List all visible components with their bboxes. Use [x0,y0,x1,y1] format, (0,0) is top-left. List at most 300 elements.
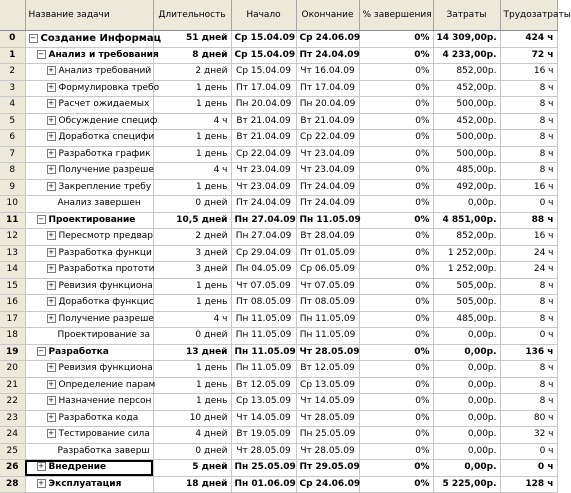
start-cell[interactable]: Пн 11.05.09 [231,361,296,378]
work-cell[interactable]: 8 ч [500,394,557,411]
cost-cell[interactable]: 4 233,00р. [433,47,500,64]
task-name-label: Формулировка требо [58,82,160,93]
finish-cell[interactable]: Чт 16.04.09 [296,64,359,81]
task-row[interactable] [0,64,557,81]
cost-cell[interactable]: 4 851,00р. [433,212,500,229]
collapse-icon[interactable]: − [38,346,44,355]
row-id[interactable]: 23 [0,410,25,427]
work-cell[interactable]: 8 ч [500,311,557,328]
finish-cell[interactable]: Пн 11.05.09 [296,328,359,345]
cost-cell[interactable]: 14 309,00р. [433,31,500,48]
cost-cell[interactable]: 852,00р. [433,64,500,81]
percent-complete-cell[interactable]: 0% [359,394,433,411]
finish-cell[interactable]: Пн 11.05.09 [296,311,359,328]
task-row[interactable] [0,262,557,279]
finish-cell[interactable]: Чт 23.04.09 [296,146,359,163]
work-cell[interactable]: 136 ч [500,344,557,361]
expand-icon[interactable]: + [38,462,44,471]
start-cell[interactable]: Вт 19.05.09 [231,427,296,444]
cost-cell[interactable]: 0,00р. [433,460,500,477]
duration-cell[interactable]: 51 дней [153,31,231,48]
expand-icon[interactable]: + [48,297,54,306]
start-cell[interactable]: Пн 11.05.09 [231,328,296,345]
cost-cell[interactable]: 5 225,00р. [433,476,500,493]
expand-icon[interactable]: + [48,231,54,240]
start-cell[interactable]: Ср 29.04.09 [231,245,296,262]
task-row[interactable] [0,163,557,180]
select-all-corner[interactable] [0,0,25,31]
work-cell[interactable]: 8 ч [500,130,557,147]
start-cell[interactable]: Пн 01.06.09 [231,476,296,493]
row-id[interactable]: 17 [0,311,25,328]
finish-cell[interactable]: Пт 24.04.09 [296,47,359,64]
expand-icon[interactable]: + [48,313,54,322]
work-cell[interactable]: 8 ч [500,278,557,295]
collapse-icon[interactable]: − [38,214,44,223]
row-id[interactable]: 3 [0,80,25,97]
percent-complete-cell[interactable]: 0% [359,443,433,460]
duration-cell[interactable]: 1 день [153,394,231,411]
task-name-cell[interactable] [25,410,153,427]
task-name-cell[interactable] [25,146,153,163]
task-name-cell[interactable] [25,113,158,130]
col-header-work[interactable]: Трудозатраты [500,0,557,31]
col-header-task-name[interactable]: Название задачи [25,0,153,31]
task-name-label: Разработка прототи [58,264,155,275]
task-name-cell[interactable] [25,64,153,81]
percent-complete-cell[interactable]: 0% [359,278,433,295]
finish-cell[interactable]: Ср 24.06.09 [296,476,359,493]
work-cell[interactable]: 72 ч [500,47,557,64]
task-name-cell[interactable] [25,262,153,279]
start-cell[interactable]: Вт 21.04.09 [231,130,296,147]
task-name-label: Закрепление требу [58,181,152,192]
row-id[interactable]: 7 [0,146,25,163]
cost-cell[interactable]: 505,00р. [433,295,500,312]
task-name-label: Разработка кода [58,412,139,423]
task-name-wrap [29,330,151,340]
finish-cell[interactable]: Пт 24.04.09 [296,179,359,196]
task-row[interactable] [0,295,557,312]
duration-cell[interactable]: 4 дней [153,427,231,444]
task-row[interactable] [0,427,557,444]
task-name-cell[interactable] [25,196,153,213]
percent-complete-cell[interactable]: 0% [359,97,433,114]
task-row[interactable] [0,196,557,213]
percent-complete-cell[interactable]: 0% [359,361,433,378]
cost-cell[interactable]: 1 252,00р. [433,245,500,262]
percent-complete-cell[interactable]: 0% [359,163,433,180]
duration-cell[interactable]: 13 дней [153,344,231,361]
row-id[interactable]: 16 [0,295,25,312]
duration-cell[interactable]: 5 дней [153,460,231,477]
col-header-start[interactable]: Начало [231,0,296,31]
work-cell[interactable]: 80 ч [500,410,557,427]
cost-cell[interactable]: 0,00р. [433,328,500,345]
duration-cell[interactable]: 1 день [153,130,231,147]
expand-icon[interactable]: + [48,115,54,124]
task-row[interactable] [0,328,557,345]
percent-complete-cell[interactable]: 0% [359,476,433,493]
task-row[interactable] [0,31,557,48]
task-name-cell[interactable] [25,278,153,295]
task-name-cell[interactable] [25,47,159,64]
expand-icon[interactable]: + [48,264,54,273]
task-name-cell[interactable] [25,344,153,361]
work-cell[interactable]: 424 ч [500,31,557,48]
task-row[interactable] [0,311,557,328]
percent-complete-cell[interactable]: 0% [359,196,433,213]
task-name-wrap [29,446,150,456]
task-row[interactable] [0,394,557,411]
row-id[interactable]: 10 [0,196,25,213]
start-cell[interactable]: Пн 20.04.09 [231,97,296,114]
percent-complete-cell[interactable]: 0% [359,377,433,394]
collapse-icon[interactable]: − [30,33,36,42]
finish-cell[interactable]: Пт 08.05.09 [296,295,359,312]
start-cell[interactable]: Ср 15.04.09 [231,31,296,48]
work-cell[interactable]: 16 ч [500,229,557,246]
percent-complete-cell[interactable]: 0% [359,31,433,48]
row-id[interactable]: 19 [0,344,25,361]
work-cell[interactable]: 8 ч [500,146,557,163]
duration-cell[interactable]: 1 день [153,278,231,295]
col-header-cost[interactable]: Затраты [433,0,500,31]
duration-cell[interactable]: 10,5 дней [153,212,231,229]
start-cell[interactable]: Пн 27.04.09 [231,229,296,246]
start-cell[interactable]: Вт 21.04.09 [231,113,296,130]
duration-cell[interactable]: 1 день [153,146,231,163]
work-cell[interactable]: 8 ч [500,377,557,394]
expand-icon[interactable]: + [48,82,54,91]
work-cell[interactable]: 8 ч [500,163,557,180]
percent-complete-cell[interactable]: 0% [359,212,433,229]
col-header-percent-complete[interactable]: % завершения [359,0,433,31]
cost-cell[interactable]: 492,00р. [433,179,500,196]
finish-cell[interactable]: Пн 11.05.09 [296,212,359,229]
duration-cell[interactable]: 18 дней [153,476,231,493]
cost-cell[interactable]: 452,00р. [433,80,500,97]
work-cell[interactable]: 0 ч [500,328,557,345]
cost-cell[interactable]: 500,00р. [433,97,500,114]
cost-cell[interactable]: 0,00р. [433,410,500,427]
percent-complete-cell[interactable]: 0% [359,427,433,444]
work-cell[interactable]: 24 ч [500,245,557,262]
duration-cell[interactable]: 1 день [153,361,231,378]
cost-cell[interactable]: 0,00р. [433,427,500,444]
row-id[interactable]: 21 [0,377,25,394]
work-cell[interactable]: 128 ч [500,476,557,493]
row-id[interactable]: 26 [0,460,25,477]
start-cell[interactable]: Пн 27.04.09 [231,212,296,229]
row-id[interactable]: 8 [0,163,25,180]
row-id[interactable]: 11 [0,212,25,229]
task-row[interactable] [0,229,557,246]
finish-cell[interactable]: Вт 12.05.09 [296,361,359,378]
cost-cell[interactable]: 0,00р. [433,344,500,361]
task-row[interactable] [0,476,557,493]
row-id[interactable]: 6 [0,130,25,147]
expand-icon[interactable]: + [38,478,44,487]
finish-cell[interactable]: Пт 29.05.09 [296,460,359,477]
duration-cell[interactable]: 3 дней [153,245,231,262]
task-name-cell[interactable] [25,427,153,444]
percent-complete-cell[interactable]: 0% [359,64,433,81]
cost-cell[interactable]: 485,00р. [433,163,500,180]
expand-icon[interactable]: + [48,379,54,388]
start-cell[interactable]: Пт 17.04.09 [231,80,296,97]
expand-icon[interactable]: + [48,247,54,256]
task-row[interactable] [0,212,557,229]
duration-cell[interactable]: 1 день [153,97,231,114]
percent-complete-cell[interactable]: 0% [359,229,433,246]
expand-icon[interactable]: + [48,99,54,108]
row-id[interactable]: 1 [0,47,25,64]
expand-icon[interactable]: + [48,429,54,438]
percent-complete-cell[interactable]: 0% [359,262,433,279]
task-name-label: Определение парам [58,379,156,390]
cost-cell[interactable]: 485,00р. [433,311,500,328]
start-cell[interactable]: Пн 04.05.09 [231,262,296,279]
cost-cell[interactable]: 0,00р. [433,361,500,378]
work-cell[interactable]: 8 ч [500,361,557,378]
percent-complete-cell[interactable]: 0% [359,113,433,130]
percent-complete-cell[interactable]: 0% [359,130,433,147]
work-cell[interactable]: 0 ч [500,460,557,477]
task-name-cell[interactable] [25,163,153,180]
task-name-cell[interactable] [25,311,153,328]
duration-cell[interactable]: 10 дней [153,410,231,427]
task-name-cell[interactable] [25,31,162,48]
work-cell[interactable]: 8 ч [500,97,557,114]
row-id[interactable]: 22 [0,394,25,411]
cost-cell[interactable]: 1 252,00р. [433,262,500,279]
task-row[interactable] [0,80,557,97]
task-name-cell[interactable] [25,361,153,378]
row-id[interactable]: 20 [0,361,25,378]
start-cell[interactable]: Пн 11.05.09 [231,344,296,361]
start-cell[interactable]: Чт 23.04.09 [231,163,296,180]
row-id[interactable]: 15 [0,278,25,295]
task-row[interactable] [0,443,557,460]
task-name-cell[interactable] [25,328,153,345]
finish-cell[interactable]: Пн 20.04.09 [296,97,359,114]
percent-complete-cell[interactable]: 0% [359,179,433,196]
cost-cell[interactable]: 0,00р. [433,443,500,460]
task-row[interactable] [0,97,557,114]
work-cell[interactable]: 24 ч [500,262,557,279]
percent-complete-cell[interactable]: 0% [359,245,433,262]
duration-cell[interactable]: 1 день [153,80,231,97]
task-row[interactable] [0,179,557,196]
start-cell[interactable]: Ср 13.05.09 [231,394,296,411]
task-name-cell[interactable] [25,295,153,312]
start-cell[interactable]: Ср 15.04.09 [231,64,296,81]
task-row[interactable] [0,47,557,64]
finish-cell[interactable]: Вт 28.04.09 [296,229,359,246]
row-id[interactable]: 13 [0,245,25,262]
col-header-finish[interactable]: Окончание [296,0,359,31]
task-row[interactable] [0,410,557,427]
finish-cell[interactable]: Чт 07.05.09 [296,278,359,295]
duration-cell[interactable]: 4 ч [153,163,231,180]
duration-cell[interactable]: 0 дней [153,196,231,213]
task-name-cell[interactable] [25,443,153,460]
percent-complete-cell[interactable]: 0% [359,295,433,312]
duration-cell[interactable]: 2 дней [153,64,231,81]
expand-icon[interactable]: + [48,148,54,157]
expand-icon[interactable]: + [48,132,54,141]
task-name-cell[interactable] [25,476,153,493]
duration-cell[interactable]: 4 ч [153,113,231,130]
start-cell[interactable]: Чт 23.04.09 [231,179,296,196]
task-row[interactable] [0,278,557,295]
task-name-cell[interactable] [25,394,153,411]
start-cell[interactable]: Пт 08.05.09 [231,295,296,312]
row-id[interactable]: 0 [0,31,25,48]
finish-cell[interactable]: Чт 28.05.09 [296,344,359,361]
work-cell[interactable]: 16 ч [500,179,557,196]
task-name-label: Разработка график [58,148,151,159]
task-name-label: Тестирование сила [58,429,150,440]
task-row[interactable] [0,361,557,378]
finish-cell[interactable]: Чт 14.05.09 [296,394,359,411]
task-name-cell[interactable] [25,97,153,114]
percent-complete-cell[interactable]: 0% [359,47,433,64]
cost-cell[interactable]: 0,00р. [433,196,500,213]
task-name-cell[interactable] [25,179,153,196]
task-name-wrap [29,363,153,373]
work-cell[interactable]: 0 ч [500,443,557,460]
row-id[interactable]: 28 [0,476,25,493]
duration-cell[interactable]: 1 день [153,179,231,196]
task-row[interactable] [0,377,557,394]
task-name-wrap [29,149,151,159]
expand-icon[interactable]: + [48,66,54,75]
duration-cell[interactable]: 0 дней [153,443,231,460]
start-cell[interactable]: Чт 28.05.09 [231,443,296,460]
task-name-label: Разработка [48,346,109,357]
finish-cell[interactable]: Вт 21.04.09 [296,113,359,130]
row-id[interactable]: 18 [0,328,25,345]
task-name-cell[interactable] [25,80,160,97]
finish-cell[interactable]: Пт 24.04.09 [296,196,359,213]
cost-cell[interactable]: 500,00р. [433,146,500,163]
percent-complete-cell[interactable]: 0% [359,311,433,328]
expand-icon[interactable]: + [48,280,54,289]
duration-cell[interactable]: 8 дней [153,47,231,64]
work-cell[interactable]: 32 ч [500,427,557,444]
start-cell[interactable]: Чт 07.05.09 [231,278,296,295]
task-row[interactable] [0,344,557,361]
finish-cell[interactable]: Чт 23.04.09 [296,163,359,180]
col-header-duration[interactable]: Длительность [153,0,231,31]
expand-icon[interactable]: + [48,363,54,372]
finish-cell[interactable]: Ср 06.05.09 [296,262,359,279]
expand-icon[interactable]: + [48,181,54,190]
finish-cell[interactable]: Пт 17.04.09 [296,80,359,97]
percent-complete-cell[interactable]: 0% [359,344,433,361]
percent-complete-cell[interactable]: 0% [359,80,433,97]
duration-cell[interactable]: 4 ч [153,311,231,328]
task-row[interactable] [0,130,557,147]
row-id[interactable]: 25 [0,443,25,460]
percent-complete-cell[interactable]: 0% [359,328,433,345]
expand-icon[interactable]: + [48,396,54,405]
duration-cell[interactable]: 3 дней [153,262,231,279]
finish-cell[interactable]: Пн 25.05.09 [296,427,359,444]
row-id[interactable]: 4 [0,97,25,114]
row-id[interactable]: 14 [0,262,25,279]
work-cell[interactable]: 16 ч [500,64,557,81]
duration-cell[interactable]: 2 дней [153,229,231,246]
row-id[interactable]: 5 [0,113,25,130]
duration-cell[interactable]: 0 дней [153,328,231,345]
cost-cell[interactable]: 500,00р. [433,130,500,147]
start-cell[interactable]: Пн 25.05.09 [231,460,296,477]
task-name-cell[interactable] [25,245,153,262]
task-name-cell[interactable] [25,212,153,229]
work-cell[interactable]: 8 ч [500,113,557,130]
finish-cell[interactable]: Чт 28.05.09 [296,410,359,427]
percent-complete-cell[interactable]: 0% [359,410,433,427]
cost-cell[interactable]: 0,00р. [433,377,500,394]
task-row[interactable] [0,146,557,163]
percent-complete-cell[interactable]: 0% [359,460,433,477]
task-name-cell[interactable] [25,460,153,477]
percent-complete-cell[interactable]: 0% [359,146,433,163]
finish-cell[interactable]: Ср 22.04.09 [296,130,359,147]
task-name-wrap [29,99,150,109]
work-cell[interactable]: 8 ч [500,80,557,97]
start-cell[interactable]: Вт 12.05.09 [231,377,296,394]
row-id[interactable]: 2 [0,64,25,81]
task-row[interactable] [0,460,557,477]
task-name-label: Расчет ожидаемых [58,99,150,110]
work-cell[interactable]: 88 ч [500,212,557,229]
start-cell[interactable]: Ср 15.04.09 [231,47,296,64]
task-name-cell[interactable] [25,377,156,394]
row-id[interactable]: 24 [0,427,25,444]
task-row[interactable] [0,113,557,130]
work-cell[interactable]: 8 ч [500,295,557,312]
expand-icon[interactable]: + [48,412,54,421]
start-cell[interactable]: Чт 14.05.09 [231,410,296,427]
cost-cell[interactable]: 505,00р. [433,278,500,295]
start-cell[interactable]: Ср 22.04.09 [231,146,296,163]
finish-cell[interactable]: Чт 28.05.09 [296,443,359,460]
task-name-label: Обсуждение специф [58,115,158,126]
duration-cell[interactable]: 1 день [153,295,231,312]
finish-cell[interactable]: Ср 24.06.09 [296,31,359,48]
cost-cell[interactable]: 0,00р. [433,394,500,411]
start-cell[interactable]: Пт 24.04.09 [231,196,296,213]
work-cell[interactable]: 0 ч [500,196,557,213]
cost-cell[interactable]: 852,00р. [433,229,500,246]
row-id[interactable]: 12 [0,229,25,246]
task-row[interactable] [0,245,557,262]
cost-cell[interactable]: 452,00р. [433,113,500,130]
finish-cell[interactable]: Ср 13.05.09 [296,377,359,394]
row-id[interactable]: 9 [0,179,25,196]
task-name-cell[interactable] [25,229,153,246]
start-cell[interactable]: Пн 11.05.09 [231,311,296,328]
collapse-icon[interactable]: − [38,49,44,58]
expand-icon[interactable]: + [48,165,54,174]
duration-cell[interactable]: 1 день [153,377,231,394]
task-name-cell[interactable] [25,130,153,147]
finish-cell[interactable]: Пт 01.05.09 [296,245,359,262]
